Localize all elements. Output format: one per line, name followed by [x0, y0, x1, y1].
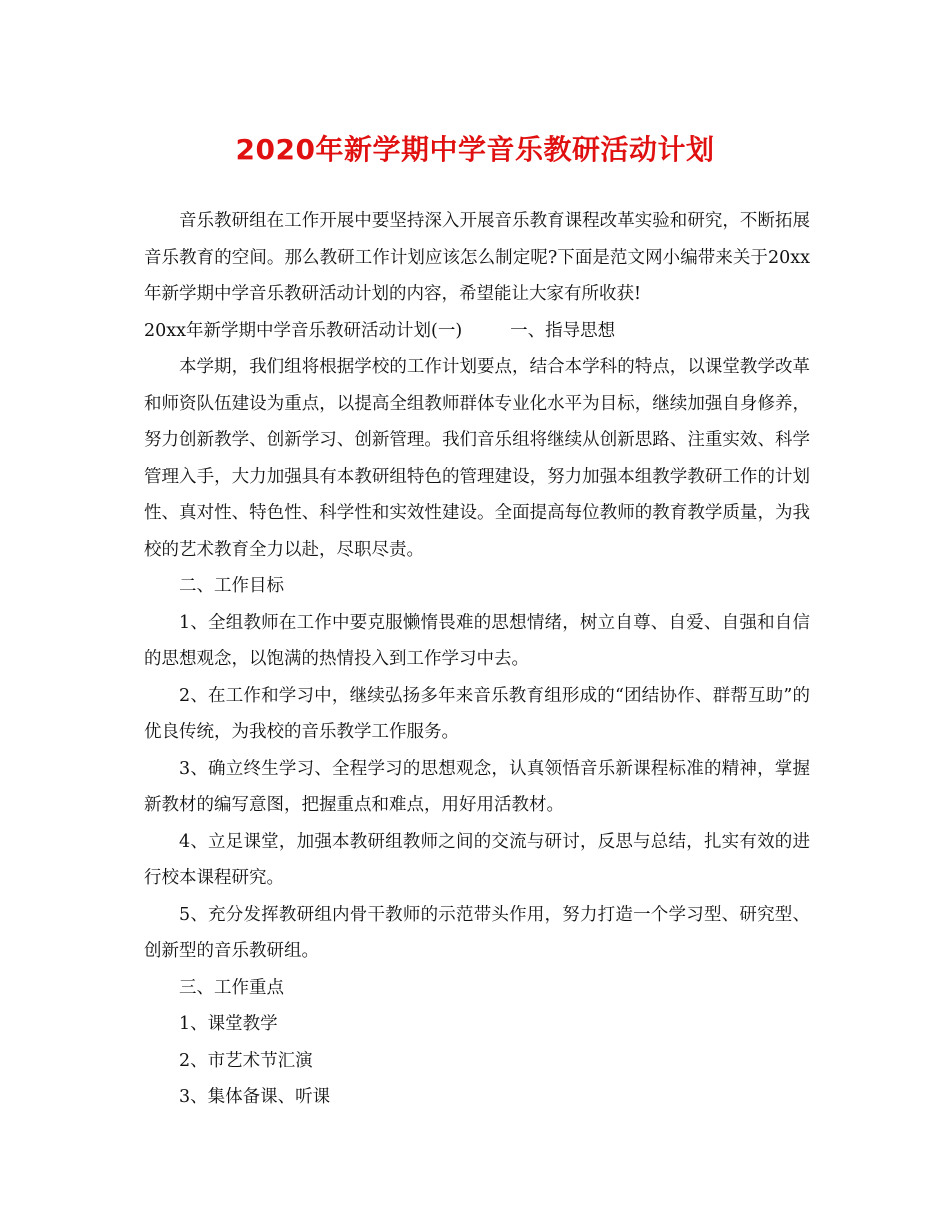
- document-body: [144, 203, 810, 1116]
- goal-item: 3、确立终生学习、全程学习的思想观念，认真领悟音乐新课程标准的精神，掌握新教材的编写意图，把握重点和难点，用好用活教材。: [144, 758, 810, 815]
- goal-item: 5、充分发挥教研组内骨干教师的示范带头作用，努力打造一个学习型、研究型、创新型的音乐教研组。: [144, 904, 810, 961]
- section2-heading: 二、工作目标: [179, 576, 284, 596]
- goal-item: 1、全组教师在工作中要克服懒惰畏难的思想情绪，树立自尊、自爱、自强和自信的思想观念，以饱满的热情投入到工作学习中去。: [144, 612, 810, 669]
- plan-subtitle: 20xx年新学期中学音乐教研活动计划(一): [144, 320, 463, 341]
- focus-item: 2、市艺术节汇演: [179, 1050, 313, 1071]
- section3-heading: 三、工作重点: [179, 977, 284, 998]
- document-title: 2020年新学期中学音乐教研活动计划: [235, 133, 715, 166]
- focus-item: 1、课堂教学: [179, 1014, 278, 1034]
- subtitle-line: [144, 313, 810, 350]
- section1-heading: 一、指导思想: [510, 320, 616, 341]
- intro-paragraph: 音乐教研组在工作开展中要坚持深入开展音乐教育课程改革实验和研究，不断拓展音乐教育的空间。那么教研工作计划应该怎么制定呢?下面是范文网小编带来关于20xx年新学期中学音乐教研活动计划的内容，希望能让大家有所收获!: [144, 211, 810, 304]
- goal-item: 2、在工作和学习中，继续弘扬多年来音乐教育组形成的“团结协作、群帮互助”的优良传统，为我校的音乐教学工作服务。: [144, 685, 810, 742]
- focus-item: 3、集体备课、听课: [179, 1087, 331, 1107]
- section1-body: 本学期，我们组将根据学校的工作计划要点，结合本学科的特点，以课堂教学改革和师资队伍建设为重点，以提高全组教师群体专业化水平为目标，继续加强自身修养，努力创新教学、创新学习、创新管理。我们音乐组将继续从创新思路、注重实效、科学管理入手，大力加强具有本教研组特色的管理建设，努力加强本组教学教研工作的计划性、真对性、特色性、科学性和实效性建设。全面提高每位教师的教育教学质量，为我校的艺术教育全力以赴，尽职尽责。: [144, 357, 810, 560]
- goal-item: 4、立足课堂，加强本教研组教师之间的交流与研讨，反思与总结，扎实有效的进行校本课程研究。: [144, 831, 810, 888]
